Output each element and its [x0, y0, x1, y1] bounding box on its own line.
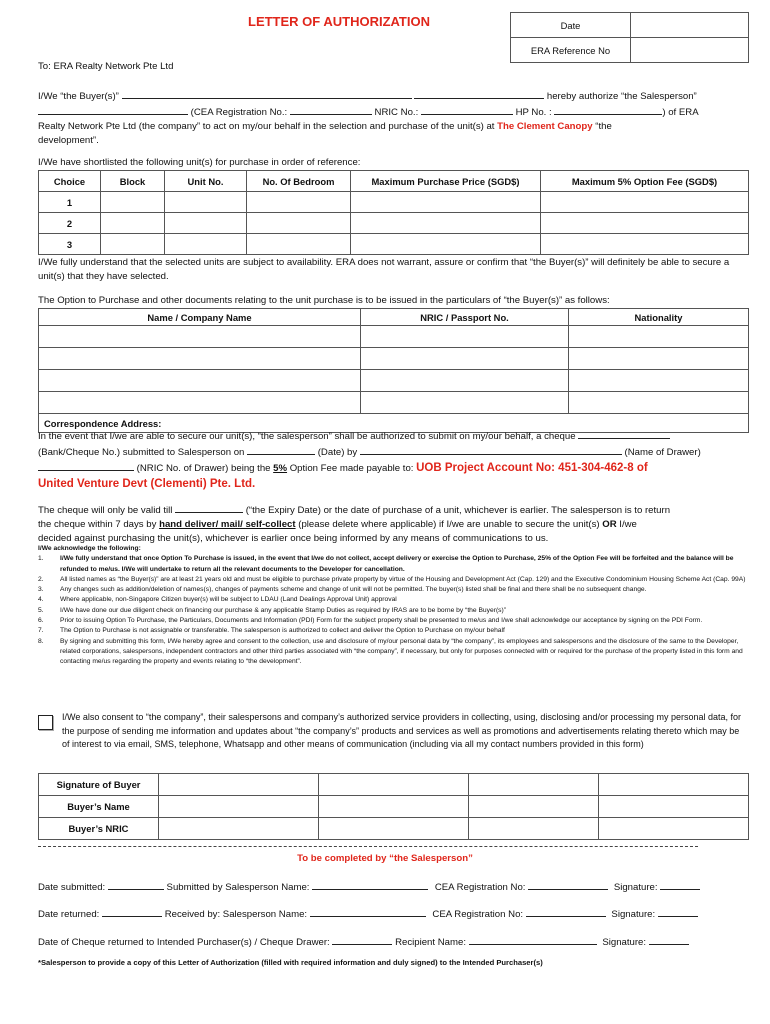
- signature-cell[interactable]: [319, 774, 469, 796]
- hp-label: HP No. :: [515, 107, 552, 118]
- bedroom-cell[interactable]: [247, 234, 351, 255]
- salesperson-heading: To be completed by “the Salesperson”: [297, 853, 473, 864]
- signature-cell[interactable]: [599, 774, 749, 796]
- name-cell[interactable]: [599, 796, 749, 818]
- submit-date-field[interactable]: [247, 444, 315, 455]
- submitted-by-label: Submitted by Salesperson Name:: [166, 882, 310, 893]
- col-block: Block: [101, 171, 165, 192]
- nric-cell[interactable]: [361, 370, 569, 392]
- nric-label: NRIC No.:: [374, 107, 419, 118]
- signature-label: Signature:: [613, 882, 658, 893]
- col-nric: NRIC / Passport No.: [361, 309, 569, 326]
- choice-number: 1: [39, 192, 101, 213]
- price-cell[interactable]: [351, 234, 541, 255]
- signature-cell[interactable]: [469, 774, 599, 796]
- ack-number: 5.: [38, 606, 44, 614]
- date-submitted-field[interactable]: [108, 879, 164, 890]
- ack-text: Any changes such as addition/deletion of names(s), changes of payments scheme and change of unit will not be permitted. The buyer(s) listed shall be final and there shall be no subsequent change.: [60, 586, 647, 594]
- shortlist-table: [38, 170, 749, 255]
- ack-text: I/We fully understand that once Option To Purchase is issued, in the event that I/we do not collect, accept delivery or exercise the Option to Purchase, 25% of the Option Fee will be forfeited and the balance will be refunded to me/us. I/We will undertake to return all the relevant documents to the Developer for cancellation.: [60, 555, 734, 573]
- cheque-line3-b: Option Fee made payable to:: [289, 463, 414, 474]
- cheque-line2-c: (Name of Drawer): [624, 447, 701, 458]
- consent-text: I/We also consent to “the company”, their salespersons and company’s authorized service providers in collecting, using, disclosing and/or processing my personal data, for the purpose of sending me information and updates about “the company’s” products and services as well as promotions and advertisements relating thereto which may be of interest to via email, SMS, telephone, Whatsapp and other means of communication (including via all my contact numbers provided in this form): [62, 712, 742, 749]
- drawer-name-field[interactable]: [360, 444, 622, 455]
- cea-no-label: CEA Registration No:: [432, 909, 524, 920]
- era-reference-label: ERA Reference No: [511, 38, 631, 63]
- list-item: [38, 637, 748, 668]
- received-by-label: Received by: Salesperson Name:: [164, 909, 308, 920]
- cea-no-field[interactable]: [526, 906, 606, 917]
- ack-number: 7.: [38, 627, 44, 635]
- list-item: [38, 554, 748, 575]
- return-row: [38, 906, 698, 922]
- block-cell[interactable]: [101, 213, 165, 234]
- ack-text: By signing and submitting this form, I/We hereby agree and consent to the collection, use and disclosure of my/our personal data by “the company”, its employees and salespersons and the disclosure of the same to the Developer, related corporations, salespersons, independent contractors and other third parties associated with “the company”, if necessary, but only for purposes connected with or required for the purchase of the property listed in this form and contacting me/us regarding the property and events relating to “the development”.: [60, 637, 743, 666]
- table-row: [39, 818, 749, 840]
- validity-line2-a: the cheque within 7 days by: [38, 519, 157, 530]
- cea-no-field[interactable]: [528, 879, 608, 890]
- recipient-field[interactable]: [469, 934, 597, 945]
- cheque-return-row: [38, 934, 689, 950]
- document-title: LETTER OF AUTHORIZATION: [248, 14, 430, 29]
- acknowledge-heading: I/We acknowledge the following:: [38, 545, 141, 552]
- nric-cell[interactable]: [469, 818, 599, 840]
- name-cell[interactable]: [319, 796, 469, 818]
- buyer-signature-table: [38, 773, 749, 840]
- nationality-cell[interactable]: [569, 326, 749, 348]
- table-row: [39, 234, 749, 255]
- nric-cell[interactable]: [361, 392, 569, 414]
- development-text: development”.: [38, 135, 99, 146]
- validity-paragraph: [38, 502, 748, 546]
- ack-number: 1.: [38, 555, 44, 563]
- shortlist-header-row: [39, 171, 749, 192]
- buyer-name-label: Buyer’s Name: [39, 796, 159, 818]
- correspondence-address[interactable]: Correspondence Address:: [39, 414, 749, 433]
- era-reference-field[interactable]: [631, 38, 749, 63]
- ack-number: 4.: [38, 596, 44, 604]
- ack-number: 8.: [38, 637, 44, 645]
- table-row: [39, 348, 749, 370]
- submitted-by-field[interactable]: [312, 879, 428, 890]
- nric-cell[interactable]: [159, 818, 319, 840]
- date-returned-field[interactable]: [102, 906, 162, 917]
- received-by-field[interactable]: [310, 906, 426, 917]
- nationality-cell[interactable]: [569, 370, 749, 392]
- cheque-line1: In the event that I/we are able to secure our unit(s), “the salesperson” shall be authorized to submit on my/our behalf, a cheque: [38, 431, 576, 442]
- list-item: [38, 626, 748, 636]
- return-method: hand deliver/ mail/ self-collect: [159, 519, 296, 530]
- choice-number: 2: [39, 213, 101, 234]
- era-suffix: ) of ERA: [662, 107, 699, 118]
- date-returned-label: Date returned:: [38, 909, 100, 920]
- bedroom-cell[interactable]: [247, 192, 351, 213]
- footnote: *Salesperson to provide a copy of this Letter of Authorization (filled with required information and duly signed) to the Intended Purchaser(s): [38, 958, 543, 967]
- validity-line2-c: I/we: [619, 519, 637, 530]
- ack-text: Where applicable, non-Singapore Citizen buyer(s) will be subject to LDAU (Land Dealings Approval Unit) approval: [60, 596, 397, 604]
- cheque-returned-label: Date of Cheque returned to Intended Purchaser(s) / Cheque Drawer:: [38, 937, 330, 948]
- payee-name: United Venture Devt (Clementi) Pte. Ltd.: [38, 478, 256, 490]
- recipient-label: Recipient Name:: [395, 937, 466, 948]
- fee-cell[interactable]: [541, 213, 749, 234]
- nric-cell[interactable]: [319, 818, 469, 840]
- ack-number: 3.: [38, 586, 44, 594]
- table-row: [39, 370, 749, 392]
- unit-cell[interactable]: [165, 234, 247, 255]
- table-row: [39, 796, 749, 818]
- cheque-returned-field[interactable]: [332, 934, 392, 945]
- date-label: Date: [511, 13, 631, 38]
- validity-line1-a: The cheque will only be valid till: [38, 505, 173, 516]
- price-cell[interactable]: [351, 213, 541, 234]
- name-cell[interactable]: [39, 348, 361, 370]
- ack-number: 2.: [38, 575, 44, 583]
- signature-field[interactable]: [658, 906, 698, 917]
- authorization-paragraph: [38, 88, 748, 148]
- buyer-particulars-table: [38, 308, 749, 433]
- table-row: [39, 392, 749, 414]
- consent-checkbox[interactable]: [38, 715, 53, 730]
- ack-text: All listed names as “the Buyer(s)” are at least 21 years old and must be eligible to purchase private property by virtue of the Housing and Development Act (Cap. 129) and the Executive Condominium Housing Scheme Act (Cap. 99A): [60, 575, 746, 583]
- list-item: [38, 595, 748, 605]
- table-row: [39, 326, 749, 348]
- development-name: The Clement Canopy: [497, 121, 593, 132]
- cea-label: (CEA Registration No.:: [190, 107, 288, 118]
- signature-label: Signature:: [602, 937, 647, 948]
- col-max-price: Maximum Purchase Price (SGD$): [351, 171, 541, 192]
- unit-cell[interactable]: [165, 213, 247, 234]
- signature-cell[interactable]: [159, 774, 319, 796]
- col-max-option-fee: Maximum 5% Option Fee (SGD$): [541, 171, 749, 192]
- choice-number: 3: [39, 234, 101, 255]
- block-cell[interactable]: [101, 192, 165, 213]
- table-row: [39, 774, 749, 796]
- cea-no-label: CEA Registration No:: [434, 882, 526, 893]
- validity-line3: decided against purchasing the unit(s), whichever is earlier once being informed by any means of communications to us.: [38, 533, 549, 544]
- shortlist-intro: I/We have shortlisted the following unit(s) for purchase in order of reference:: [38, 157, 361, 168]
- salesperson-extra-field[interactable]: [38, 104, 188, 115]
- cheque-paragraph: [38, 428, 748, 492]
- name-cell[interactable]: [39, 392, 361, 414]
- list-item: [38, 585, 748, 595]
- or-text: OR: [602, 519, 617, 530]
- hp-field[interactable]: [554, 104, 662, 115]
- salesperson-name-field[interactable]: [414, 88, 544, 99]
- buyer-nric-label: Buyer’s NRIC: [39, 818, 159, 840]
- submission-row: [38, 879, 700, 895]
- buyer-name-field[interactable]: [122, 88, 412, 99]
- price-cell[interactable]: [351, 192, 541, 213]
- authorize-text: hereby authorize “the Salesperson”: [546, 91, 697, 102]
- buyer-prefix: I/We “the Buyer(s)”: [38, 91, 119, 102]
- table-row: [39, 213, 749, 234]
- nric-cell[interactable]: [599, 818, 749, 840]
- cheque-line3-a: (NRIC No. of Drawer) being the: [136, 463, 271, 474]
- signature-label: Signature:: [611, 909, 656, 920]
- section-divider: [38, 846, 698, 847]
- bedroom-cell[interactable]: [247, 213, 351, 234]
- ack-text: I/We have done our due diligent check on financing our purchase & any applicable Stamp Duties as required by IRAS are to be borne by “the Buyer(s)”: [60, 606, 506, 614]
- nric-field[interactable]: [421, 104, 513, 115]
- option-fee-percent: 5%: [273, 463, 288, 474]
- list-item: [38, 606, 748, 616]
- cea-field[interactable]: [290, 104, 372, 115]
- signature-label: Signature of Buyer: [39, 774, 159, 796]
- nationality-cell[interactable]: [569, 348, 749, 370]
- reference-box: [510, 12, 749, 63]
- block-cell[interactable]: [101, 234, 165, 255]
- the-text: “the: [595, 121, 612, 132]
- cheque-line2-b: (Date) by: [317, 447, 358, 458]
- ack-text: The Option to Purchase is not assignable or transferable. The salesperson is authorized to collect and deliver the Option to Purchase on my/our behalf: [60, 627, 505, 635]
- table-row: [39, 192, 749, 213]
- ack-number: 6.: [38, 617, 44, 625]
- col-bedroom: No. Of Bedroom: [247, 171, 351, 192]
- col-unit-no: Unit No.: [165, 171, 247, 192]
- validity-line1-b: (“the Expiry Date) or the date of purchase of a unit, whichever is earlier. The salesperson is to return: [245, 505, 671, 516]
- name-cell[interactable]: [39, 370, 361, 392]
- col-choice: Choice: [39, 171, 101, 192]
- list-item: [38, 575, 748, 585]
- option-note: The Option to Purchase and other documents relating to the unit purchase is to be issued in the particulars of “the Buyer(s)” as follows:: [38, 295, 610, 306]
- signature-field[interactable]: [660, 879, 700, 890]
- addressee: To: ERA Realty Network Pte Ltd: [38, 61, 174, 72]
- name-cell[interactable]: [39, 326, 361, 348]
- expiry-date-field[interactable]: [175, 502, 243, 513]
- col-name: Name / Company Name: [39, 309, 361, 326]
- fee-cell[interactable]: [541, 234, 749, 255]
- fee-cell[interactable]: [541, 192, 749, 213]
- nationality-cell[interactable]: [569, 392, 749, 414]
- availability-note: I/We fully understand that the selected units are subject to availability. ERA does not warrant, assure or confirm that “the Buyer(s)” will definitely be able to secure a unit(s) that they have selected.: [38, 257, 730, 282]
- validity-line2-b: (please delete where applicable) if I/we are unable to secure the unit(s): [298, 519, 600, 530]
- signature-field[interactable]: [649, 934, 689, 945]
- cheque-line2-a: (Bank/Cheque No.) submitted to Salesperson on: [38, 447, 245, 458]
- buyer-header-row: [39, 309, 749, 326]
- col-nationality: Nationality: [569, 309, 749, 326]
- ack-text: Prior to issuing Option To Purchase, the Particulars, Documents and Information (PDI) Form for the subject property shall be presented to me/us and I/we shall acknowledge our acceptance by signing on the PDI Form.: [60, 617, 703, 625]
- ack-items: [38, 554, 748, 667]
- company-text: Realty Network Pte Ltd (the company” to act on my/our behalf in the selection and purchase of the unit(s) at: [38, 121, 495, 132]
- drawer-nric-field[interactable]: [38, 460, 134, 471]
- nric-cell[interactable]: [361, 348, 569, 370]
- name-cell[interactable]: [159, 796, 319, 818]
- name-cell[interactable]: [469, 796, 599, 818]
- list-item: [38, 616, 748, 626]
- account-number: UOB Project Account No: 451-304-462-8 of: [416, 462, 648, 474]
- nric-cell[interactable]: [361, 326, 569, 348]
- cheque-field[interactable]: [578, 428, 670, 439]
- date-field[interactable]: [631, 13, 749, 38]
- unit-cell[interactable]: [165, 192, 247, 213]
- date-submitted-label: Date submitted:: [38, 882, 106, 893]
- acknowledgement-list: [38, 544, 748, 668]
